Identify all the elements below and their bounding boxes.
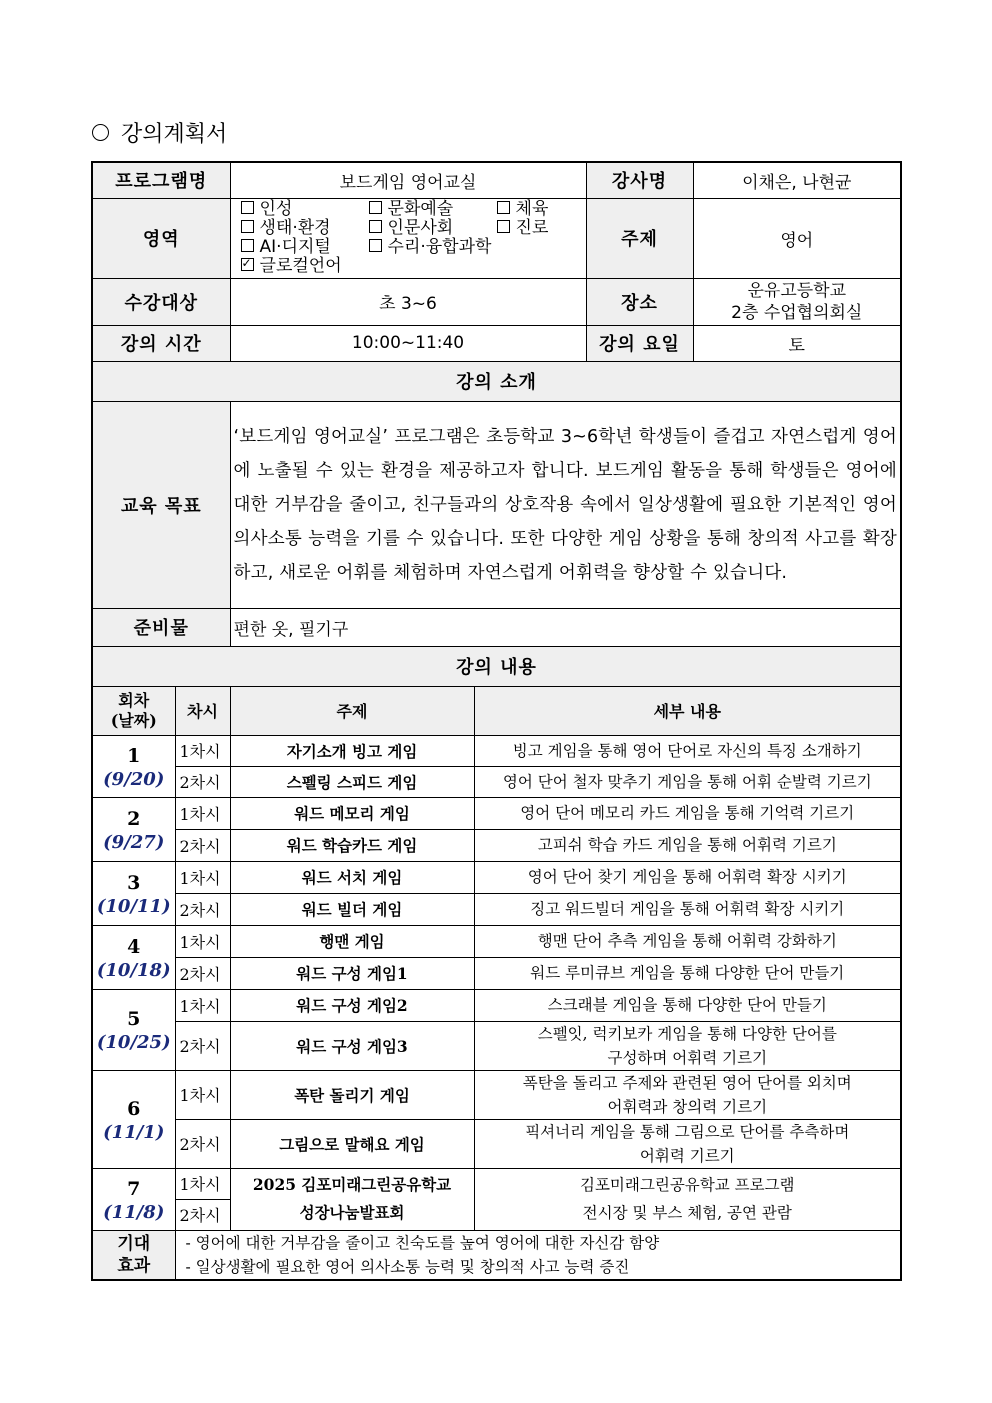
period-cell: 2차시	[175, 1021, 230, 1070]
program-label: 프로그램명	[92, 162, 230, 198]
day-label: 강의 요일	[586, 325, 693, 361]
area-option-3[interactable]: 체육	[497, 200, 549, 219]
table-row	[92, 1168, 901, 1199]
topic-cell: 2025 김포미래그린공유학교 성장나눔발표회	[230, 1168, 474, 1230]
place-value	[693, 278, 901, 325]
area-label: 영역	[92, 198, 230, 278]
effects-label: 기대 효과	[92, 1230, 175, 1280]
topic-cell: 그림으로 말해요 게임	[230, 1119, 474, 1168]
checkbox-icon	[497, 220, 510, 233]
table-row	[92, 829, 901, 861]
lecture-plan-table	[91, 161, 902, 1281]
period-cell: 2차시	[175, 1119, 230, 1168]
period-cell: 1차시	[175, 797, 230, 829]
place-line-2: 2층 수업협의회실	[731, 302, 863, 323]
period-cell: 1차시	[175, 861, 230, 893]
intro-section-row	[92, 361, 901, 401]
detail-cell: 행맨 단어 추측 게임을 통해 어휘력 강화하기	[474, 925, 901, 957]
area-options	[230, 198, 586, 278]
content-section-row	[92, 646, 901, 686]
area-option-9[interactable]: ✓글로컬언어	[241, 257, 342, 276]
document-heading	[92, 117, 227, 148]
checkbox-icon	[241, 201, 254, 214]
topic-cell: 행맨 게임	[230, 925, 474, 957]
area-option-5[interactable]: 인문사회	[369, 219, 497, 238]
detail-cell: 빙고 게임을 통해 영어 단어로 자신의 특징 소개하기	[474, 735, 901, 766]
period-cell: 1차시	[175, 1070, 230, 1119]
table-row	[92, 1119, 901, 1168]
effect-item: - 영어에 대한 거부감을 줄이고 친숙도를 높여 영어에 대한 자신감 함양	[185, 1233, 660, 1252]
day-value: 토	[693, 325, 901, 361]
detail-cell: 영어 단어 메모리 카드 게임을 통해 기억력 기르기	[474, 797, 901, 829]
table-row	[92, 925, 901, 957]
area-option-7[interactable]: AI·디지털	[241, 238, 369, 257]
session-cell: 1 (9/20)	[92, 735, 175, 797]
content-section-title: 강의 내용	[92, 646, 901, 686]
checkbox-icon	[241, 239, 254, 252]
area-option-8[interactable]: 수리·융합과학	[369, 238, 492, 257]
checkbox-icon	[369, 239, 382, 252]
detail-cell: 워드 루미큐브 게임을 통해 다양한 단어 만들기	[474, 957, 901, 989]
table-row	[92, 1070, 901, 1119]
program-value: 보드게임 영어교실	[230, 162, 586, 198]
period-cell: 2차시	[175, 766, 230, 797]
effect-item: - 일상생활에 필요한 영어 의사소통 능력 및 창의적 사고 능력 증진	[185, 1257, 630, 1276]
period-cell: 2차시	[175, 957, 230, 989]
table-row	[92, 989, 901, 1021]
heading-text: 강의계획서	[121, 122, 228, 147]
materials-row	[92, 608, 901, 646]
topic-cell: 자기소개 빙고 게임	[230, 735, 474, 766]
detail-cell: 스크래블 게임을 통해 다양한 단어 만들기	[474, 989, 901, 1021]
period-cell: 2차시	[175, 829, 230, 861]
checkbox-icon	[369, 220, 382, 233]
session-cell: 3 (10/11)	[92, 861, 175, 925]
place-line-1: 운유고등학교	[747, 280, 847, 301]
topic-cell: 워드 서치 게임	[230, 861, 474, 893]
subject-label: 주제	[586, 198, 693, 278]
detail-header: 세부 내용	[474, 686, 901, 735]
target-label: 수강대상	[92, 278, 230, 325]
materials-label: 준비물	[92, 608, 230, 646]
materials-value: 편한 옷, 필기구	[230, 608, 901, 646]
checkbox-icon	[369, 201, 382, 214]
session-header: 회차 (날짜)	[92, 686, 175, 735]
detail-cell: 영어 단어 찾기 게임을 통해 어휘력 확장 시키기	[474, 861, 901, 893]
topic-cell: 워드 빌더 게임	[230, 893, 474, 925]
topic-cell: 워드 구성 게임1	[230, 957, 474, 989]
intro-section-title: 강의 소개	[92, 361, 901, 401]
detail-cell: 김포미래그린공유학교 프로그램 전시장 및 부스 체험, 공연 관람	[474, 1168, 901, 1230]
area-option-1[interactable]: 인성	[241, 200, 369, 219]
table-row	[92, 861, 901, 893]
session-cell: 4 (10/18)	[92, 925, 175, 989]
topic-cell: 워드 구성 게임3	[230, 1021, 474, 1070]
effects-list	[175, 1230, 901, 1280]
detail-cell: 스펠잇, 럭키보카 게임을 통해 다양한 단어를 구성하며 어휘력 기르기	[474, 1021, 901, 1070]
table-row	[92, 1021, 901, 1070]
checkbox-icon	[241, 220, 254, 233]
target-row	[92, 278, 901, 325]
target-value: 초 3~6	[230, 278, 586, 325]
program-row	[92, 162, 901, 198]
area-row	[92, 198, 901, 278]
area-option-2[interactable]: 문화예술	[369, 200, 497, 219]
topic-cell: 워드 메모리 게임	[230, 797, 474, 829]
detail-cell: 폭탄을 돌리고 주제와 관련된 영어 단어를 외치며 어휘력과 창의력 기르기	[474, 1070, 901, 1119]
period-cell: 1차시	[175, 1168, 230, 1199]
period-cell: 1차시	[175, 735, 230, 766]
table-row	[92, 957, 901, 989]
period-cell: 2차시	[175, 1199, 230, 1230]
session-cell: 5 (10/25)	[92, 989, 175, 1070]
instructor-label: 강사명	[586, 162, 693, 198]
session-cell: 2 (9/27)	[92, 797, 175, 861]
table-row	[92, 766, 901, 797]
table-row	[92, 735, 901, 766]
time-row	[92, 325, 901, 361]
period-cell: 2차시	[175, 893, 230, 925]
session-cell: 6 (11/1)	[92, 1070, 175, 1168]
table-row	[92, 797, 901, 829]
detail-cell: 영어 단어 철자 맞추기 게임을 통해 어휘 순발력 기르기	[474, 766, 901, 797]
topic-cell: 폭탄 돌리기 게임	[230, 1070, 474, 1119]
checked-checkbox-icon	[241, 258, 254, 271]
goal-text: ‘보드게임 영어교실’ 프로그램은 초등학교 3~6학년 학생들이 즐겁고 자연스럽게 영어에 노출될 수 있는 환경을 제공하고자 합니다. 보드게임 활동을 통해 학생들은 영어에 대한 거부감을 줄이고, 친구들과의 상호작용 속에서 일상생활에 필요한 기본적인 영어 의사소통 능력을 기를 수 있습니다. 또한 다양한 게임 상황을 통해 창의적 사고를 확장하고, 새로운 어휘를 체험하며 자연스럽게 어휘력을 향상할 수 있습니다.	[230, 401, 901, 608]
topic-header: 주제	[230, 686, 474, 735]
period-cell: 1차시	[175, 989, 230, 1021]
circle-bullet-icon	[92, 124, 109, 141]
checkbox-icon	[497, 201, 510, 214]
effects-row	[92, 1230, 901, 1280]
place-label: 장소	[586, 278, 693, 325]
content-header-row	[92, 686, 901, 735]
area-option-6[interactable]: 진로	[497, 219, 549, 238]
session-cell: 7 (11/8)	[92, 1168, 175, 1230]
detail-cell: 고피쉬 학습 카드 게임을 통해 어휘력 기르기	[474, 829, 901, 861]
detail-cell: 픽셔너리 게임을 통해 그림으로 단어를 추측하며 어휘력 기르기	[474, 1119, 901, 1168]
detail-cell: 징고 워드빌더 게임을 통해 어휘력 확장 시키기	[474, 893, 901, 925]
topic-cell: 워드 구성 게임2	[230, 989, 474, 1021]
topic-cell: 워드 학습카드 게임	[230, 829, 474, 861]
goal-label: 교육 목표	[92, 401, 230, 608]
time-value: 10:00~11:40	[230, 325, 586, 361]
topic-cell: 스펠링 스피드 게임	[230, 766, 474, 797]
instructor-value: 이채은, 나현균	[693, 162, 901, 198]
area-option-4[interactable]: 생태·환경	[241, 219, 369, 238]
period-header: 차시	[175, 686, 230, 735]
period-cell: 1차시	[175, 925, 230, 957]
table-row	[92, 893, 901, 925]
subject-value: 영어	[693, 198, 901, 278]
goal-row	[92, 401, 901, 608]
time-label: 강의 시간	[92, 325, 230, 361]
